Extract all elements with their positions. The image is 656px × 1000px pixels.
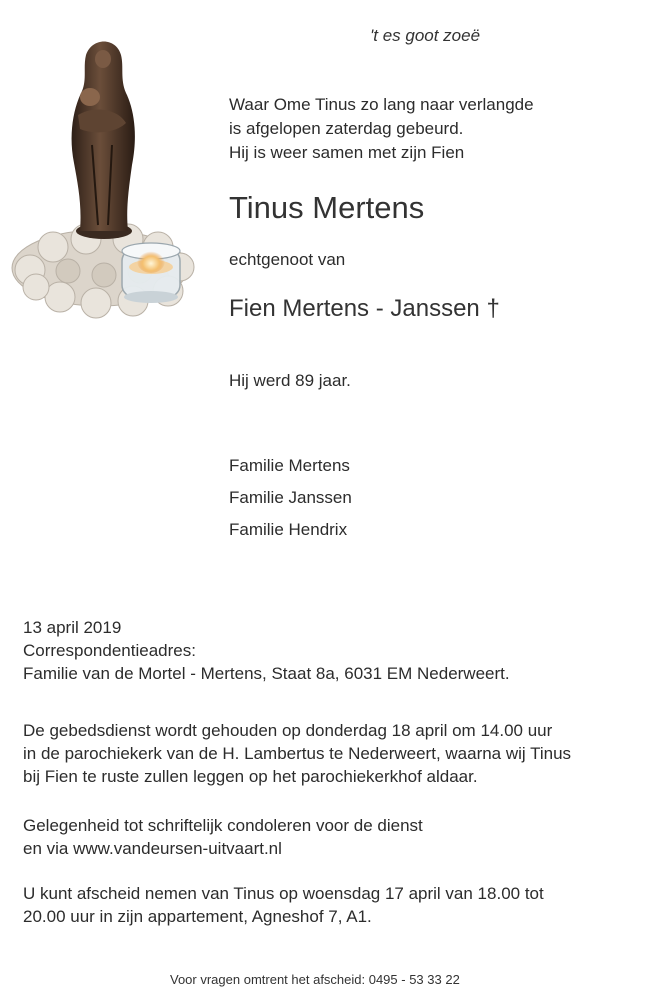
madonna-candle-illustration xyxy=(8,35,200,325)
intro-line: Waar Ome Tinus zo lang naar verlangde xyxy=(229,95,534,114)
date: 13 april 2019 xyxy=(23,618,122,637)
service-paragraph xyxy=(23,719,571,788)
condolence-line: Gelegenheid tot schriftelijk condoleren voor de dienst xyxy=(23,816,423,835)
family-item: Familie Janssen xyxy=(229,488,352,507)
condolence-line: en via www.vandeursen-uitvaart.nl xyxy=(23,839,282,858)
farewell-paragraph xyxy=(23,882,544,928)
family-list xyxy=(229,450,352,546)
motto: 't es goot zoeë xyxy=(370,26,481,45)
madonna-statue xyxy=(72,42,135,232)
family-item: Familie Hendrix xyxy=(229,520,348,539)
service-line: bij Fien te ruste zullen leggen op het parochiekerkhof aldaar. xyxy=(23,767,478,786)
condolence-paragraph xyxy=(23,814,423,860)
farewell-line: 20.00 uur in zijn appartement, Agneshof 7, A1. xyxy=(23,907,372,926)
correspondence-address: Familie van de Mortel - Mertens, Staat 8a, 6031 EM Nederweert. xyxy=(23,664,510,683)
spouse-name: Fien Mertens - Janssen † xyxy=(229,295,500,322)
intro-line: Hij is weer samen met zijn Fien xyxy=(229,143,465,162)
age-text: Hij werd 89 jaar. xyxy=(229,371,351,390)
spouse-label: echtgenoot van xyxy=(229,250,346,269)
intro-line: is afgelopen zaterdag gebeurd. xyxy=(229,119,464,138)
correspondence-label: Correspondentieadres: xyxy=(23,641,196,660)
tea-light xyxy=(122,243,180,303)
service-line: De gebedsdienst wordt gehouden op donderdag 18 april om 14.00 uur xyxy=(23,721,553,740)
footer-contact: Voor vragen omtrent het afscheid: 0495 - 53 33 22 xyxy=(170,972,460,987)
family-item: Familie Mertens xyxy=(229,456,350,475)
farewell-line: U kunt afscheid nemen van Tinus op woensdag 17 april van 18.00 tot xyxy=(23,884,544,903)
deceased-name: Tinus Mertens xyxy=(229,190,425,225)
service-line: in de parochiekerk van de H. Lambertus te Nederweert, waarna wij Tinus xyxy=(23,744,572,763)
intro-text xyxy=(229,93,534,165)
